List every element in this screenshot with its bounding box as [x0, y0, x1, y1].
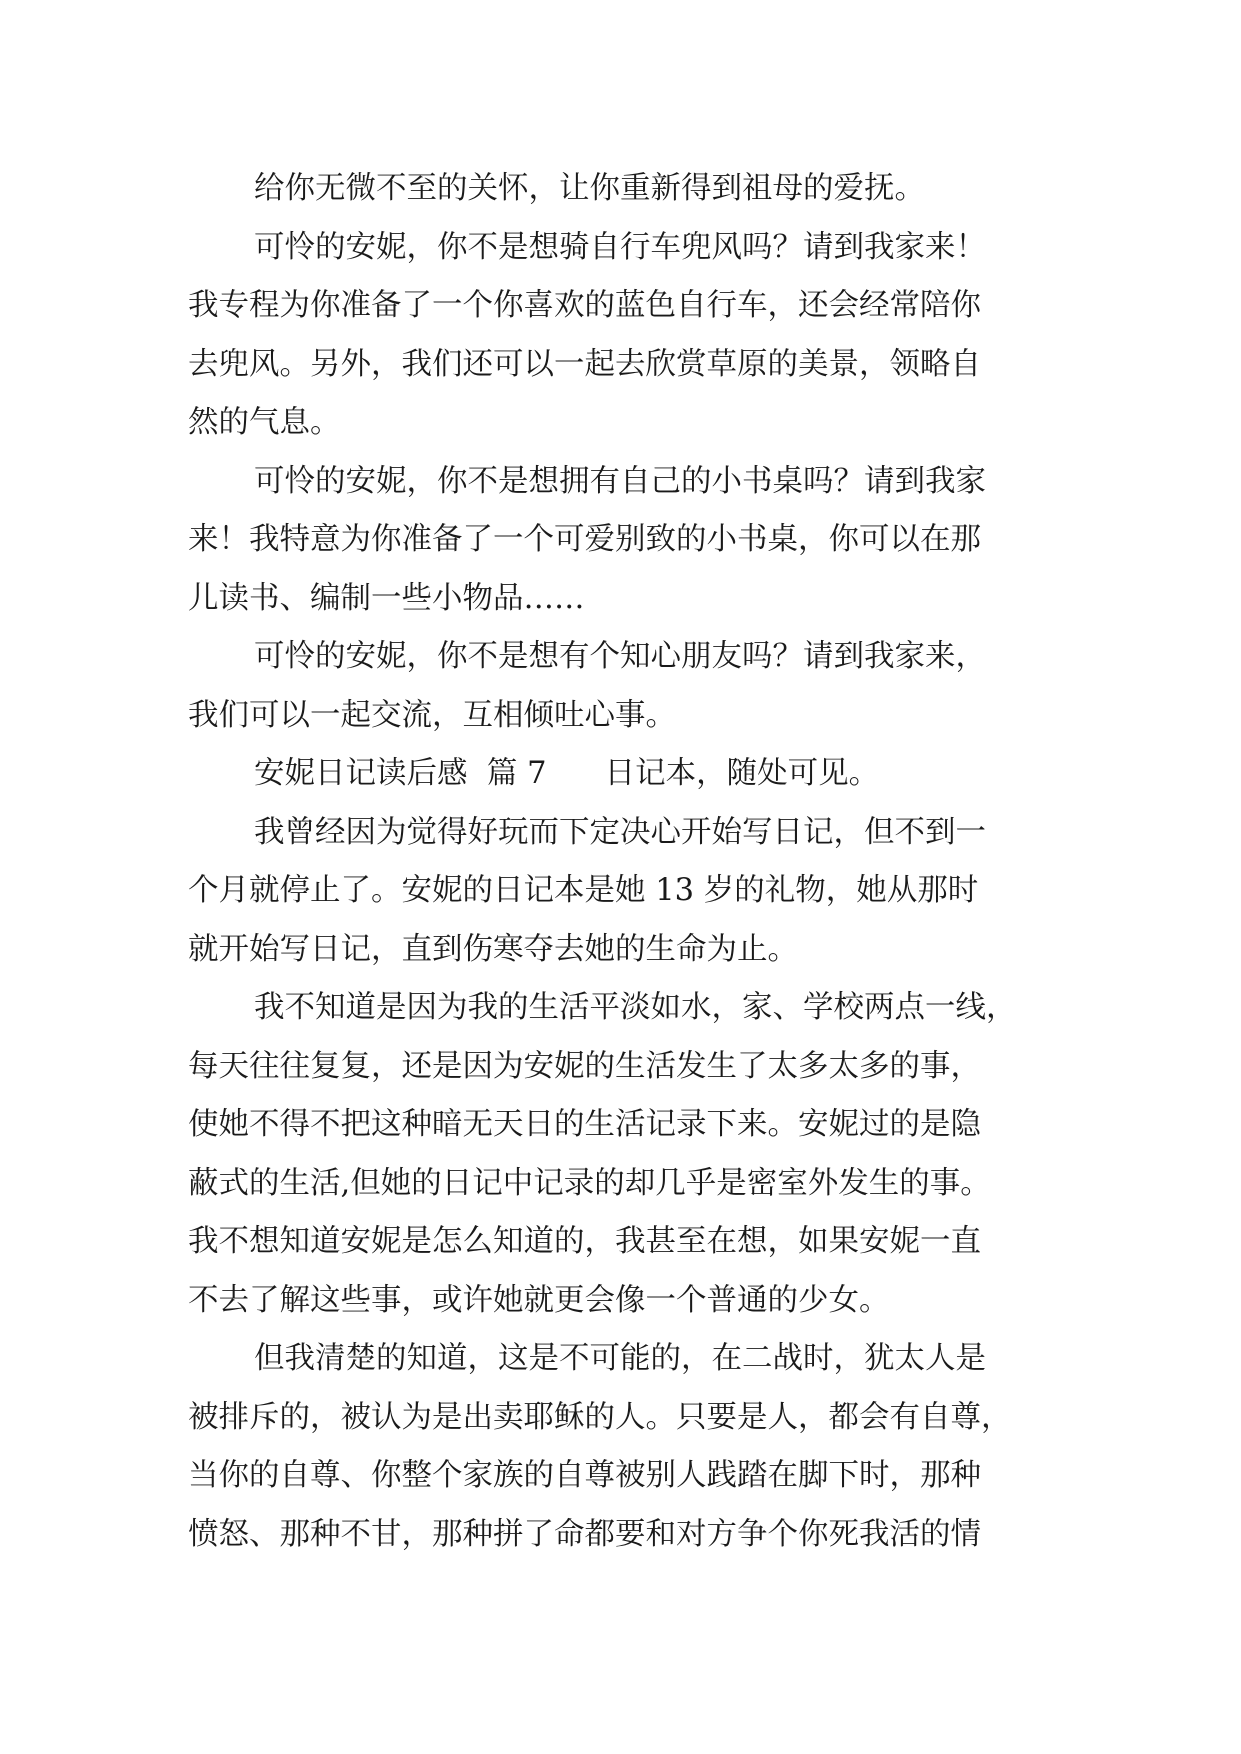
text-line: 来！我特意为你准备了一个可爱别致的小书桌，你可以在那: [188, 522, 981, 557]
section-heading: [188, 745, 1068, 804]
text-line: 儿读书、编制一些小物品……: [188, 580, 585, 616]
paragraph-3: [188, 453, 1068, 629]
text-line: 我不知道是因为我的生活平淡如水，家、学校两点一线，: [254, 990, 1017, 1025]
text-line: 可怜的安妮，你不是想有个知心朋友吗？请到我家来，: [254, 639, 986, 674]
text-line: 个月就停止了。安妮的日记本是她 13 岁的礼物，她从那时: [188, 873, 979, 908]
text-line: 我们可以一起交流，互相倾吐心事。: [188, 697, 676, 733]
text-line: 可怜的安妮，你不是想骑自行车兜风吗？请到我家来！: [254, 229, 986, 265]
body-text: [188, 160, 1068, 1564]
text-line: 愤怒、那种不甘，那种拼了命都要和对方争个你死我活的情: [188, 1516, 981, 1552]
text-line: 被排斥的，被认为是出卖耶稣的人。只要是人，都会有自尊，: [188, 1399, 1012, 1435]
text-line: 我曾经因为觉得好玩而下定决心开始写日记，但不到一: [254, 814, 986, 850]
text-line: 使她不得不把这种暗无天日的生活记录下来。安妮过的是隐: [188, 1107, 981, 1142]
paragraph-6: [188, 804, 1068, 980]
paragraph-7: [188, 979, 1068, 1330]
text-line: 然的气息。: [188, 405, 341, 440]
text-line: 给你无微不至的关怀，让你重新得到祖母的爱抚。: [254, 171, 925, 206]
section-heading-text: 安妮日记读后感 篇 7 日记本，随处可见。: [254, 756, 880, 791]
text-line: 我不想知道安妮是怎么知道的，我甚至在想，如果安妮一直: [188, 1224, 981, 1259]
text-line: 不去了解这些事，或许她就更会像一个普通的少女。: [188, 1282, 890, 1318]
text-line: 我专程为你准备了一个你喜欢的蓝色自行车，还会经常陪你: [188, 288, 981, 323]
text-line: 去兜风。另外，我们还可以一起去欣赏草原的美景，领略自: [188, 346, 981, 382]
text-line: 蔽式的生活,但她的日记中记录的却几乎是密室外发生的事。: [188, 1165, 991, 1201]
paragraph-1: [188, 160, 1068, 219]
text-line: 但我清楚的知道，这是不可能的，在二战时，犹太人是: [254, 1341, 986, 1376]
paragraph-2: [188, 219, 1068, 453]
text-line: 可怜的安妮，你不是想拥有自己的小书桌吗？请到我家: [254, 463, 986, 499]
text-line: 每天往往复复，还是因为安妮的生活发生了太多太多的事，: [188, 1048, 981, 1084]
paragraph-8: [188, 1330, 1068, 1564]
text-line: 当你的自尊、你整个家族的自尊被别人践踏在脚下时，那种: [188, 1458, 981, 1493]
text-line: 就开始写日记，直到伤寒夺去她的生命为止。: [188, 931, 798, 967]
paragraph-4: [188, 628, 1068, 745]
